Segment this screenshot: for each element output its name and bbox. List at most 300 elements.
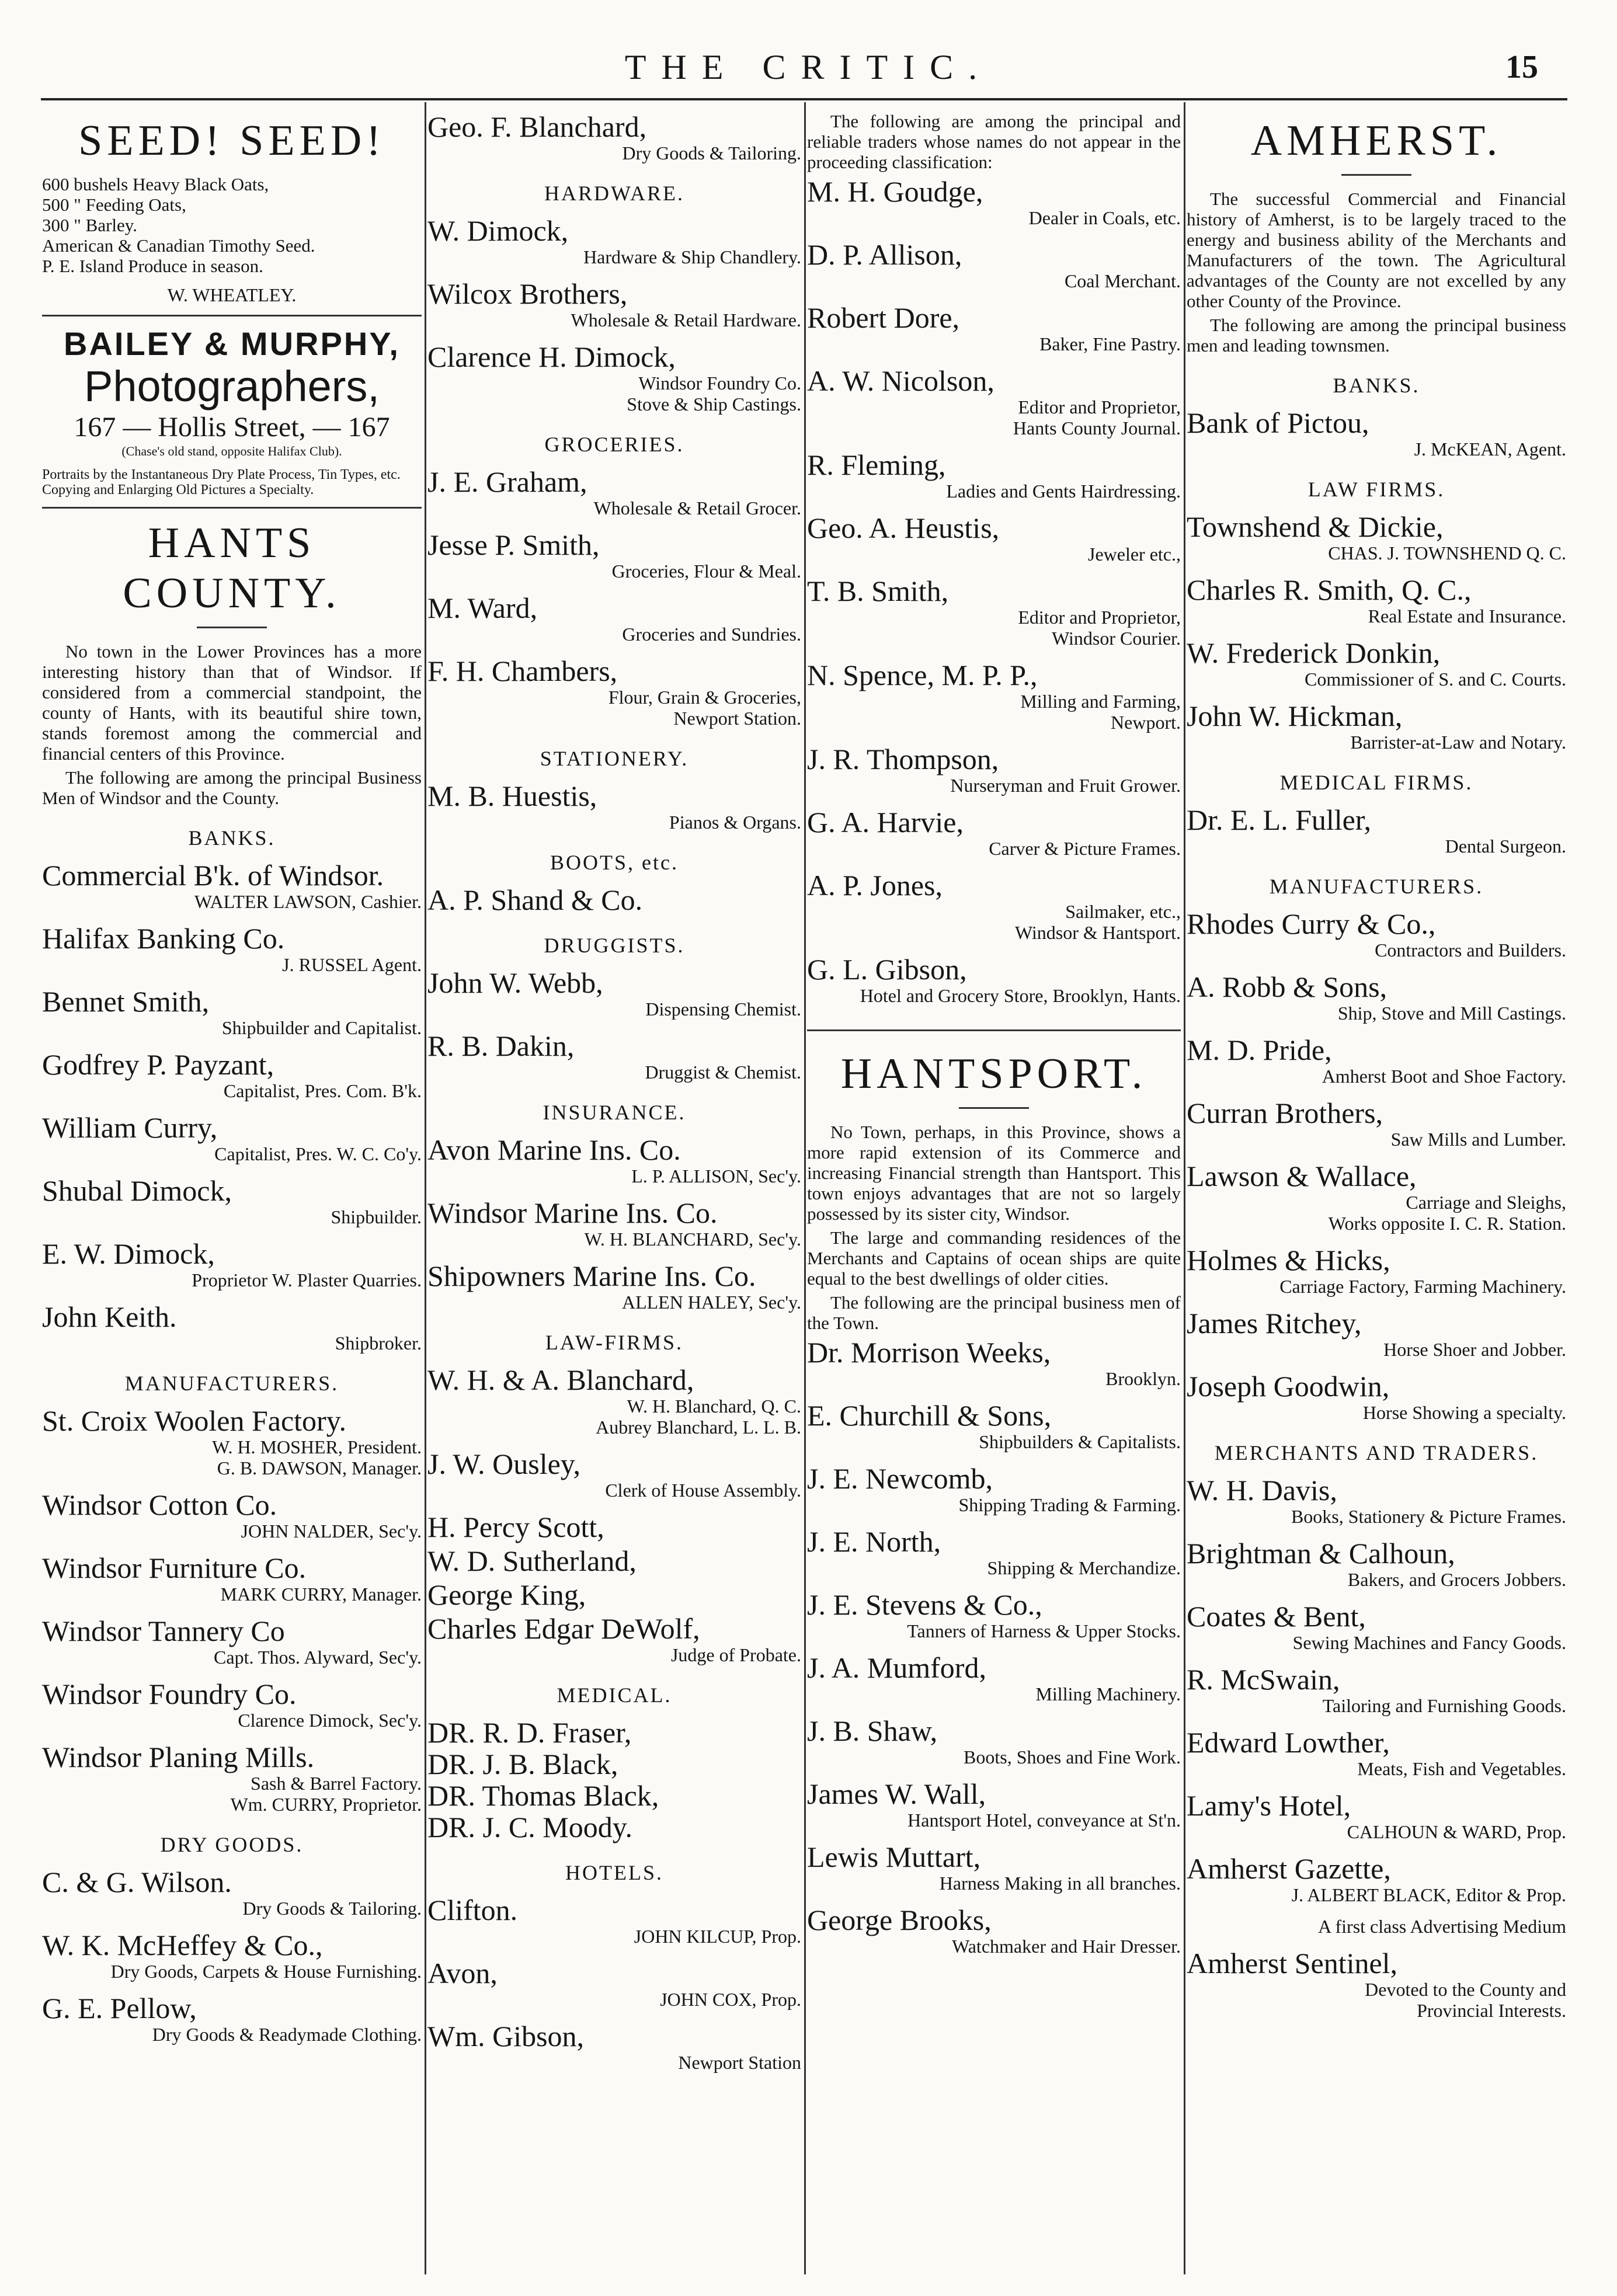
listing-name: R. Fleming,: [807, 448, 946, 481]
listing-detail: Dental Surgeon.: [1445, 836, 1566, 857]
listing-name: Brightman & Calhoun,: [1187, 1537, 1455, 1570]
listing-entry: [1187, 637, 1566, 690]
listing-name: DR. R. D. Fraser,: [427, 1716, 632, 1749]
listing-detail: J. McKEAN, Agent.: [1414, 439, 1566, 460]
listing-name: E. Churchill & Sons,: [807, 1399, 1052, 1432]
listing-detail: Clarence Dimock, Sec'y.: [238, 1710, 422, 1731]
listing-entry: [427, 1511, 801, 1543]
column-rule: [1184, 102, 1185, 2274]
listing-detail: CHAS. J. TOWNSHEND Q. C.: [1328, 542, 1566, 563]
listing-name: John W. Webb,: [427, 966, 603, 999]
listing-entry: [427, 1030, 801, 1083]
listing-detail: Carriage Factory, Farming Machinery.: [1279, 1276, 1566, 1297]
listing-entry: [427, 1545, 801, 1577]
listing-detail: WALTER LAWSON, Cashier.: [194, 891, 422, 912]
listing-detail: Dry Goods, Carpets & House Furnishing.: [110, 1961, 422, 1982]
listing-entry: [1187, 1370, 1566, 1423]
page-number: 15: [1505, 49, 1538, 85]
amherst-paragraph: The successful Commercial and Financial history of Amherst, is to be largely traced to the energy and business ability of the Merchants and Manufacturers of the town. The Agricultural advantages of the County are not excelled by any other County of the Province.: [1187, 189, 1566, 311]
listing-entry: [807, 954, 1181, 1006]
divider: [807, 1029, 1181, 1031]
hants-county-paragraph: The following are among the principal Business Men of Windsor and the County.: [42, 767, 422, 808]
column-rule: [804, 102, 806, 2274]
listing-detail: Tailoring and Furnishing Goods.: [1322, 1695, 1566, 1716]
listing-name: Coates & Bent,: [1187, 1600, 1366, 1633]
section-heading-druggists: DRUGGISTS.: [544, 934, 685, 957]
listing-name: R. McSwain,: [1187, 1663, 1340, 1696]
amherst-paragraph: The following are among the principal business men and leading townsmen.: [1187, 315, 1566, 356]
section-heading-merchants: MERCHANTS AND TRADERS.: [1214, 1441, 1539, 1464]
listing-name: F. H. Chambers,: [427, 655, 618, 687]
listing-entry: [427, 1364, 801, 1438]
listing-name: J. W. Ousley,: [427, 1448, 581, 1480]
listing-detail: Ship, Stove and Mill Castings.: [1337, 1003, 1566, 1024]
listing-entry: [807, 1589, 1181, 1641]
listing-name: J. R. Thompson,: [807, 743, 999, 775]
listing-detail: Shipbuilder.: [331, 1206, 422, 1227]
listing-name: John W. Hickman,: [1187, 700, 1403, 732]
listing-name: Geo. F. Blanchard,: [427, 111, 647, 143]
listing-detail: J. RUSSEL Agent.: [282, 954, 422, 975]
listing-entry: [1187, 1947, 1566, 2021]
section-heading-hardware: HARDWARE.: [544, 182, 684, 205]
listing-detail: Dry Goods & Tailoring.: [622, 142, 801, 163]
listing-entry: [42, 1175, 422, 1227]
listing-entry: [1187, 1664, 1566, 1716]
listing-name: Commercial B'k. of Windsor.: [42, 859, 384, 892]
seed-ad-line: 300 " Barley.: [42, 215, 138, 235]
listing-name: T. B. Smith,: [807, 575, 949, 607]
listing-entry: [807, 1463, 1181, 1515]
listing-name: Windsor Cotton Co.: [42, 1488, 277, 1521]
listing-name: Dr. Morrison Weeks,: [807, 1336, 1051, 1369]
listing-entry: [42, 1405, 422, 1479]
section-heading-law-firms: LAW FIRMS.: [1307, 478, 1445, 501]
listing-name: G. L. Gibson,: [807, 953, 967, 986]
listing-entry: [42, 1741, 422, 1815]
listing-entry: [1187, 407, 1566, 460]
listing-detail: Dry Goods & Tailoring.: [242, 1898, 422, 1919]
listing-name: George Brooks,: [807, 1904, 992, 1936]
listing-entry: [1187, 1034, 1566, 1087]
listing-entry: [427, 341, 801, 415]
listing-detail: Stove & Ship Castings.: [627, 394, 801, 415]
listing-detail: Commissioner of S. and C. Courts.: [1304, 669, 1566, 690]
listing-detail: Amherst Boot and Shoe Factory.: [1322, 1066, 1566, 1087]
listing-entry: [1187, 1790, 1566, 1842]
photographer-ad-title: BAILEY & MURPHY,: [64, 325, 400, 362]
listing-name: J. A. Mumford,: [807, 1651, 986, 1684]
seed-ad-line: P. E. Island Produce in season.: [42, 256, 263, 276]
seed-ad-line: American & Canadian Timothy Seed.: [42, 235, 315, 256]
listing-detail: Dispensing Chemist.: [645, 999, 801, 1020]
listing-name: E. W. Dimock,: [42, 1237, 215, 1270]
listing-detail: Carriage and Sleighs,: [1406, 1192, 1566, 1213]
listing-detail: Contractors and Builders.: [1375, 940, 1566, 961]
listing-name: Townshend & Dickie,: [1187, 510, 1444, 543]
listing-detail: Newport.: [1111, 712, 1181, 733]
listing-name: DR. Thomas Black,: [427, 1779, 659, 1812]
listing-name: M. B. Huestis,: [427, 780, 597, 812]
listing-entry: [807, 449, 1181, 502]
listing-name: W. Frederick Donkin,: [1187, 636, 1441, 669]
listing-detail: Tanners of Harness & Upper Stocks.: [907, 1620, 1181, 1641]
listing-entry: [807, 743, 1181, 796]
listing-detail: Saw Mills and Lumber.: [1390, 1129, 1566, 1150]
listing-name: Windsor Furniture Co.: [42, 1551, 307, 1584]
listing-detail: Aubrey Blanchard, L. L. B.: [596, 1417, 801, 1438]
column-2: [427, 111, 801, 2271]
hants-county-paragraph: No town in the Lower Provinces has a more interesting history than that of Windsor. If considered from a commercial standpoint, the county of Hants, with its beautiful shire town, stands foremost among the commercial and financial centers of this Province.: [42, 641, 422, 764]
listing-detail: Meats, Fish and Vegetables.: [1357, 1758, 1566, 1779]
listing-entry: [1187, 1244, 1566, 1297]
listing-entry: [1187, 1853, 1566, 1905]
listing-detail: Nurseryman and Fruit Grower.: [950, 775, 1181, 796]
listing-entry: [807, 1715, 1181, 1768]
listing-entry: [1187, 1097, 1566, 1150]
listing-detail: Hantsport Hotel, conveyance at St'n.: [907, 1810, 1181, 1831]
listing-entry: [427, 1894, 801, 1947]
listing-name: D. P. Allison,: [807, 238, 962, 271]
listing-detail: Proprietor W. Plaster Quarries.: [192, 1269, 422, 1290]
seed-ad-signature: W. WHEATLEY.: [167, 284, 297, 305]
listing-name: DR. J. C. Moody.: [427, 1811, 632, 1843]
listing-detail: Newport Station: [678, 2052, 801, 2073]
listing-detail: Shipping Trading & Farming.: [958, 1494, 1181, 1515]
listing-entry: [807, 1526, 1181, 1578]
listing-name: A. W. Nicolson,: [807, 364, 994, 397]
listing-entry: [427, 1613, 801, 1665]
listing-detail: Coal Merchant.: [1064, 270, 1181, 291]
listing-name: A. P. Shand & Co.: [427, 883, 643, 916]
listing-detail: Real Estate and Insurance.: [1368, 606, 1566, 627]
listing-detail: Capitalist, Pres. Com. B'k.: [223, 1080, 422, 1101]
column-3: [807, 111, 1181, 2271]
listing-detail: Newport Station.: [673, 708, 801, 729]
listing-entry: [1187, 1307, 1566, 1360]
listing-entry: [427, 655, 801, 729]
listing-entry: [427, 1448, 801, 1501]
listing-detail: Shipbroker.: [335, 1333, 422, 1354]
listing-detail: JOHN COX, Prop.: [660, 1989, 801, 2010]
listing-detail: Dealer in Coals, etc.: [1028, 207, 1181, 228]
listing-name: M. Ward,: [427, 592, 538, 624]
listing-detail: Windsor & Hantsport.: [1014, 922, 1181, 943]
photographer-ad-subtitle: Photographers,: [84, 362, 380, 411]
listing-entry: [807, 1337, 1181, 1389]
listing-name: Lamy's Hotel,: [1187, 1789, 1351, 1822]
listing-detail: Devoted to the County and: [1365, 1979, 1566, 2000]
listing-name: A. P. Jones,: [807, 869, 943, 902]
listing-name: J. E. Newcomb,: [807, 1462, 993, 1495]
listing-name: Edward Lowther,: [1187, 1726, 1390, 1759]
listing-detail: Editor and Proprietor,: [1018, 607, 1181, 628]
listing-name: James W. Wall,: [807, 1777, 986, 1810]
listing-name: Windsor Marine Ins. Co.: [427, 1196, 718, 1229]
listing-detail: W. H. Blanchard, Q. C.: [627, 1396, 801, 1417]
listing-name: Halifax Banking Co.: [42, 922, 285, 955]
hantsport-paragraph: No Town, perhaps, in this Province, shows a more rapid extension of its Commerce and increasing Financial strength than Hantsport. This town enjoys advantages that are not so largely possessed by its sister city, Windsor.: [807, 1122, 1181, 1224]
listing-name: W. D. Sutherland,: [427, 1544, 637, 1577]
listing-name: Clarence H. Dimock,: [427, 340, 676, 373]
column-1: [42, 111, 422, 2271]
listing-detail: Groceries, Flour & Meal.: [611, 561, 801, 582]
listing-detail: Bakers, and Grocers Jobbers.: [1347, 1569, 1566, 1590]
listing-detail: Milling and Farming,: [1020, 691, 1181, 712]
listing-name: Windsor Foundry Co.: [42, 1678, 297, 1710]
listing-entry: [42, 1929, 422, 1982]
listing-detail: Shipbuilders & Capitalists.: [979, 1431, 1181, 1452]
listing-detail: Works opposite I. C. R. Station.: [1328, 1213, 1566, 1234]
listing-name: W. H. & A. Blanchard,: [427, 1363, 694, 1396]
section-heading-banks: BANKS.: [188, 826, 276, 850]
listing-entry: [1187, 511, 1566, 563]
listing-detail: Horse Shoer and Jobber.: [1383, 1339, 1566, 1360]
listing-entry: [1187, 1916, 1566, 1937]
listing-name: Shipowners Marine Ins. Co.: [427, 1260, 756, 1292]
listing-entry: [1187, 1727, 1566, 1779]
short-rule: [1341, 174, 1411, 176]
seed-ad-line: 600 bushels Heavy Black Oats,: [42, 174, 269, 194]
listing-entry: [807, 1400, 1181, 1452]
section-heading-medical-firms: MEDICAL FIRMS.: [1279, 771, 1473, 794]
listing-entry: [807, 1652, 1181, 1704]
listing-name: C. & G. Wilson.: [42, 1866, 232, 1898]
listing-name: Bank of Pictou,: [1187, 406, 1369, 439]
section-heading-groceries: GROCERIES.: [544, 433, 684, 456]
listing-detail: Windsor Courier.: [1052, 628, 1181, 649]
listing-name: Charles Edgar DeWolf,: [427, 1612, 700, 1645]
listing-detail: Sewing Machines and Fancy Goods.: [1292, 1632, 1566, 1653]
listing-entry: [427, 215, 801, 267]
listing-name: DR. J. B. Black,: [427, 1748, 618, 1780]
listing-name: Lewis Muttart,: [807, 1841, 981, 1873]
listing-entry: [1187, 574, 1566, 627]
listing-entry: [427, 1260, 801, 1313]
listing-name: Wm. Gibson,: [427, 2020, 585, 2053]
listing-name: A. Robb & Sons,: [1187, 970, 1388, 1003]
listing-detail: W. H. MOSHER, President.: [212, 1436, 422, 1457]
listing-detail: Windsor Foundry Co.: [638, 373, 801, 394]
listing-detail: Horse Showing a specialty.: [1362, 1402, 1566, 1423]
listing-entry: [807, 239, 1181, 291]
listing-entry: [1187, 700, 1566, 753]
listing-name: Amherst Gazette,: [1187, 1852, 1391, 1885]
listing-detail: Dry Goods & Readymade Clothing.: [152, 2024, 422, 2045]
listing-detail: Shipping & Merchandize.: [987, 1557, 1181, 1578]
listing-entry: [42, 1615, 422, 1668]
listing-name: Windsor Planing Mills.: [42, 1741, 315, 1773]
listing-entry: [1187, 1601, 1566, 1653]
listing-name: Windsor Tannery Co: [42, 1615, 285, 1647]
listing-detail: JOHN KILCUP, Prop.: [634, 1926, 801, 1947]
listing-name: W. Dimock,: [427, 214, 569, 247]
listing-detail: Groceries and Sundries.: [622, 624, 801, 645]
listing-name: Holmes & Hicks,: [1187, 1244, 1390, 1276]
listing-detail: Provincial Interests.: [1417, 2000, 1566, 2021]
listing-detail: Jeweler etc.,: [1087, 544, 1181, 565]
listing-name: Robert Dore,: [807, 301, 960, 334]
listing-entry: [42, 860, 422, 912]
listing-name: William Curry,: [42, 1111, 218, 1144]
listing-entry: [42, 1866, 422, 1919]
listing-entry: [1187, 908, 1566, 961]
listing-detail: Shipbuilder and Capitalist.: [221, 1017, 422, 1038]
listing-detail: Hants County Journal.: [1013, 418, 1181, 439]
listing-entry: [427, 111, 801, 163]
listing-detail: Hotel and Grocery Store, Brooklyn, Hants.: [860, 985, 1181, 1006]
amherst-title: AMHERST.: [1250, 117, 1503, 165]
listing-entry: [807, 806, 1181, 859]
listing-entry: [427, 780, 801, 833]
listing-entry: [42, 1049, 422, 1101]
masthead-rule: [41, 98, 1567, 100]
section-heading-law-firms: LAW-FIRMS.: [545, 1331, 684, 1354]
listing-detail: Editor and Proprietor,: [1018, 396, 1181, 418]
seed-ad-line: 500 " Feeding Oats,: [42, 194, 186, 215]
listing-name: Avon,: [427, 1957, 498, 1989]
masthead: THE CRITIC.: [624, 48, 993, 86]
listing-name: H. Percy Scott,: [427, 1511, 604, 1543]
listing-detail: Baker, Fine Pastry.: [1039, 333, 1181, 354]
listing-name: W. K. McHeffey & Co.,: [42, 1929, 323, 1961]
section-heading-hotels: HOTELS.: [565, 1861, 663, 1884]
listing-detail: MARK CURRY, Manager.: [220, 1584, 422, 1605]
listing-detail: Wholesale & Retail Hardware.: [571, 309, 801, 331]
listing-name: Joseph Goodwin,: [1187, 1370, 1390, 1403]
short-rule: [959, 1107, 1029, 1109]
listing-entry: [807, 1841, 1181, 1894]
section-heading-stationery: STATIONERY.: [540, 747, 689, 770]
listing-entry: [42, 1678, 422, 1731]
listing-name: Rhodes Curry & Co.,: [1187, 907, 1436, 940]
listing-name: G. E. Pellow,: [42, 1992, 197, 2024]
listing-name: J. E. North,: [807, 1525, 941, 1558]
listing-detail: Judge of Probate.: [670, 1644, 801, 1665]
listing-detail: Barrister-at-Law and Notary.: [1350, 732, 1566, 753]
short-rule: [197, 627, 267, 628]
listing-name: Bennet Smith,: [42, 985, 210, 1018]
listing-name: Dr. E. L. Fuller,: [1187, 803, 1372, 836]
section-heading-boots: BOOTS, etc.: [550, 851, 679, 874]
listing-detail: Sash & Barrel Factory.: [251, 1773, 422, 1794]
listing-name: Curran Brothers,: [1187, 1097, 1383, 1129]
listing-entry: [807, 1778, 1181, 1831]
listing-name: W. H. Davis,: [1187, 1474, 1337, 1507]
section-heading-banks: BANKS.: [1333, 374, 1420, 397]
listing-name: Godfrey P. Payzant,: [42, 1048, 274, 1081]
intro-paragraph: The following are among the principal and reliable traders whose names do not appear in the proceeding classification:: [807, 111, 1181, 172]
listing-entry: [427, 2020, 801, 2073]
listing-name: R. B. Dakin,: [427, 1029, 575, 1062]
listing-entry: [807, 575, 1181, 649]
listing-detail: Books, Stationery & Picture Frames.: [1291, 1506, 1566, 1527]
photographer-ad-address: 167 — Hollis Street, — 167: [74, 412, 390, 443]
listing-detail: Watchmaker and Hair Dresser.: [952, 1936, 1181, 1957]
listing-detail: Capt. Thos. Alyward, Sec'y.: [214, 1647, 422, 1668]
listing-detail: Druggist & Chemist.: [645, 1062, 801, 1083]
listing-entry: [42, 1301, 422, 1354]
listing-name: J. E. Stevens & Co.,: [807, 1588, 1042, 1621]
listing-entry: [427, 967, 801, 1020]
listing-entry: [427, 529, 801, 582]
listing-entry: [1187, 1474, 1566, 1527]
hantsport-paragraph: The large and commanding residences of the Merchants and Captains of ocean ships are quite equal to the best dwellings of older cities.: [807, 1227, 1181, 1289]
listing-detail: ALLEN HALEY, Sec'y.: [621, 1292, 801, 1313]
column-4: [1187, 111, 1566, 2271]
listing-entry: [807, 869, 1181, 943]
listing-detail: Wm. CURRY, Proprietor.: [230, 1794, 422, 1815]
section-heading-manufacturers: MANUFACTURERS.: [1269, 875, 1484, 898]
listing-detail: A first class Advertising Medium: [1318, 1916, 1566, 1937]
listing-detail: Flour, Grain & Groceries,: [608, 687, 801, 708]
listing-name: Jesse P. Smith,: [427, 528, 600, 561]
seed-ad-title: SEED! SEED!: [78, 117, 385, 165]
listing-detail: Ladies and Gents Hairdressing.: [946, 481, 1181, 502]
listing-entry: [1187, 804, 1566, 857]
listing-detail: Boots, Shoes and Fine Work.: [964, 1747, 1181, 1768]
listing-name: Geo. A. Heustis,: [807, 512, 1000, 544]
listing-name: N. Spence, M. P. P.,: [807, 659, 1038, 691]
listing-name: M. D. Pride,: [1187, 1034, 1332, 1066]
listing-detail: Brooklyn.: [1105, 1368, 1181, 1389]
listing-detail: Sailmaker, etc.,: [1065, 901, 1181, 922]
listing-name: St. Croix Woolen Factory.: [42, 1404, 346, 1437]
listing-name: Lawson & Wallace,: [1187, 1160, 1417, 1192]
listing-entry: [807, 1904, 1181, 1957]
listing-detail: Hardware & Ship Chandlery.: [583, 246, 801, 267]
listing-detail: J. ALBERT BLACK, Editor & Prop.: [1291, 1884, 1566, 1905]
listing-detail: G. B. DAWSON, Manager.: [217, 1457, 422, 1479]
listing-name: Charles R. Smith, Q. C.,: [1187, 573, 1472, 606]
listing-detail: Milling Machinery.: [1035, 1683, 1181, 1704]
listing-detail: W. H. BLANCHARD, Sec'y.: [584, 1229, 801, 1250]
listing-detail: Harness Making in all branches.: [939, 1873, 1181, 1894]
listing-detail: L. P. ALLISON, Sec'y.: [631, 1166, 801, 1187]
listing-entry: [42, 923, 422, 975]
hantsport-title: HANTSPORT.: [840, 1050, 1147, 1098]
listing-entry: [1187, 1160, 1566, 1234]
listing-entry: [427, 884, 801, 916]
listing-entry: [427, 278, 801, 331]
listing-entry: [427, 1957, 801, 2010]
listing-name: M. H. Goudge,: [807, 175, 983, 208]
section-heading-dry-goods: DRY GOODS.: [160, 1833, 304, 1856]
listing-detail: JOHN NALDER, Sec'y.: [241, 1521, 422, 1542]
hants-county-title: HANTS COUNTY.: [123, 519, 341, 617]
listing-detail: Capitalist, Pres. W. C. Co'y.: [214, 1143, 422, 1164]
listing-name: Wilcox Brothers,: [427, 277, 628, 310]
section-heading-manufacturers: MANUFACTURERS.: [124, 1372, 339, 1395]
listing-entry: [807, 512, 1181, 565]
listing-name: Shubal Dimock,: [42, 1174, 232, 1207]
listing-entry: [1187, 1537, 1566, 1590]
listing-detail: CALHOUN & WARD, Prop.: [1347, 1821, 1566, 1842]
listing-entry: [807, 302, 1181, 354]
listing-entry: [42, 1112, 422, 1164]
listing-entry: [427, 466, 801, 519]
listing-entry: [42, 1552, 422, 1605]
listing-entry: [42, 1238, 422, 1290]
listing-entry: [42, 1992, 422, 2045]
listing-name: George King,: [427, 1578, 586, 1611]
photographer-ad-note: (Chase's old stand, opposite Halifax Club).: [121, 444, 342, 458]
listing-detail: Pianos & Organs.: [669, 812, 801, 833]
listing-entry: [1187, 971, 1566, 1024]
photographer-ad-detail: Portraits by the Instantaneous Dry Plate Process, Tin Types, etc. Copying and Enlarging Old Pictures a Specialty.: [42, 467, 401, 498]
listing-name: J. B. Shaw,: [807, 1714, 938, 1747]
listing-entry: [807, 365, 1181, 439]
